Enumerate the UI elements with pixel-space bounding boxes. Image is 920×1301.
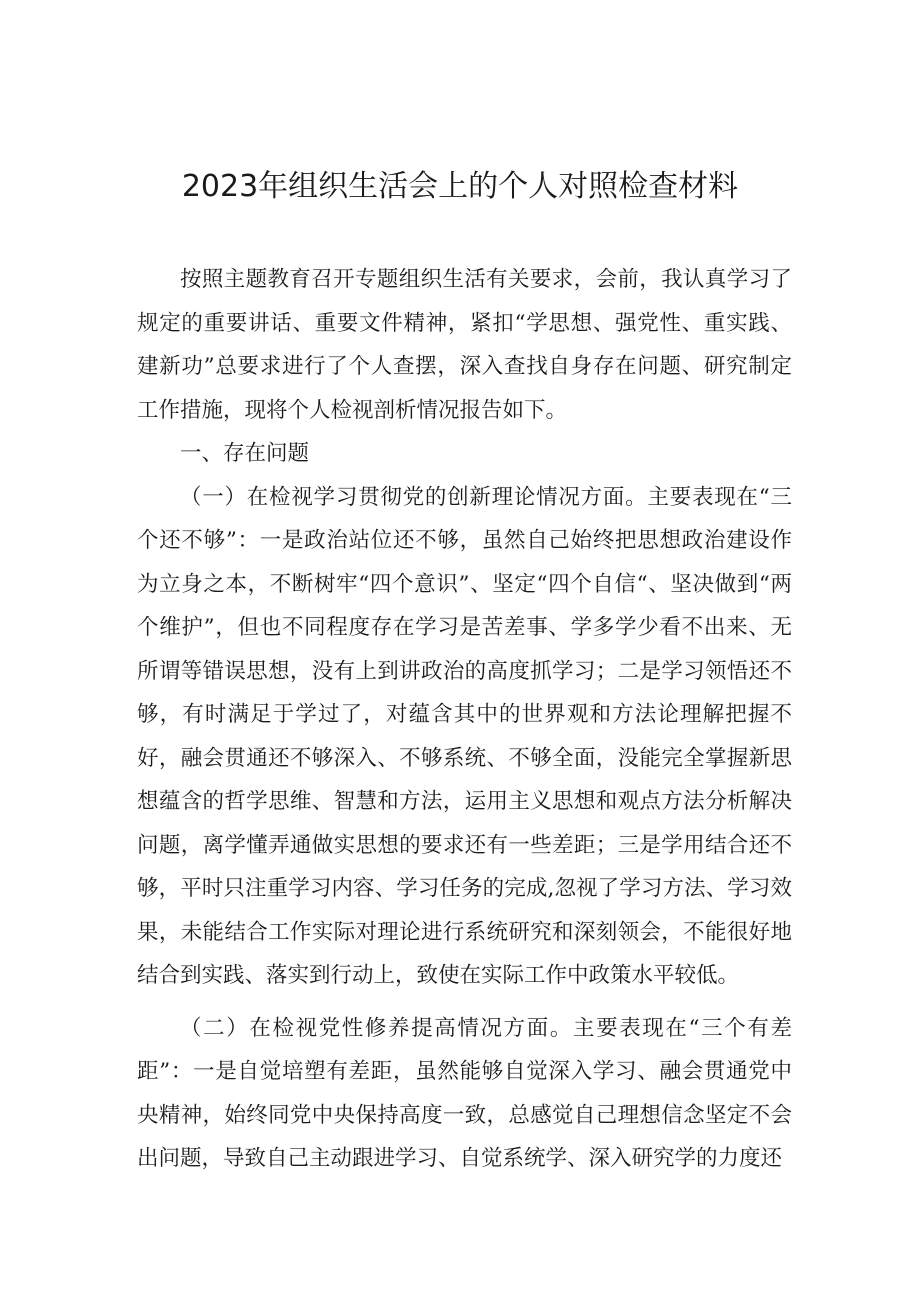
paragraph-2: （二）在检视党性修养提高情况方面。主要表现在“三个有差距”：一是自觉培塑有差距，虽然能够自觉深入学习、融会贯通党中央精神，始终同党中央保持高度一致，总感觉自己理想信念坚定不会出问题，导致自己主动跟进学习、自觉系统学、深入研究学的力度还 xyxy=(137,1015,792,1171)
document-body xyxy=(137,258,792,1181)
section-heading: 一、存在问题 xyxy=(180,441,310,466)
document-title: 2023年组织生活会上的个人对照检查材料 xyxy=(181,169,739,204)
paragraph-1: （一）在检视学习贯彻党的创新理论情况方面。主要表现在“三个还不够”：一是政治站位还不够，虽然自己始终把思想政治建设作为立身之本，不断树牢“四个意识”、坚定“四个自信“、坚决做到“两个维护”，但也不同程度存在学习是苦差事、学多学少看不出来、无所谓等错误思想，没有上到讲政治的高度抓学习；二是学习领悟还不够，有时满足于学过了，对蕴含其中的世界观和方法论理解把握不好，融会贯通还不够深入、不够系统、不够全面，没能完全掌握新思想蕴含的哲学思维、智慧和方法，运用主义思想和观点方法分析解决问题，离学懂弄通做实思想的要求还有一些差距；三是学用结合还不够，平时只注重学习内容、学习任务的完成,忽视了学习方法、学习效果，未能结合工作实际对理论进行系统研究和深刻领会，不能很好地结合到实践、落实到行动上，致使在实际工作中政策水平较低。 xyxy=(137,484,792,988)
intro-paragraph: 按照主题教育召开专题组织生活有关要求，会前，我认真学习了规定的重要讲话、重要文件精神，紧扣“学思想、强党性、重实践、建新功”总要求进行了个人查摆，深入查找自身存在问题、研究制定工作措施，现将个人检视剖析情况报告如下。 xyxy=(137,267,792,423)
